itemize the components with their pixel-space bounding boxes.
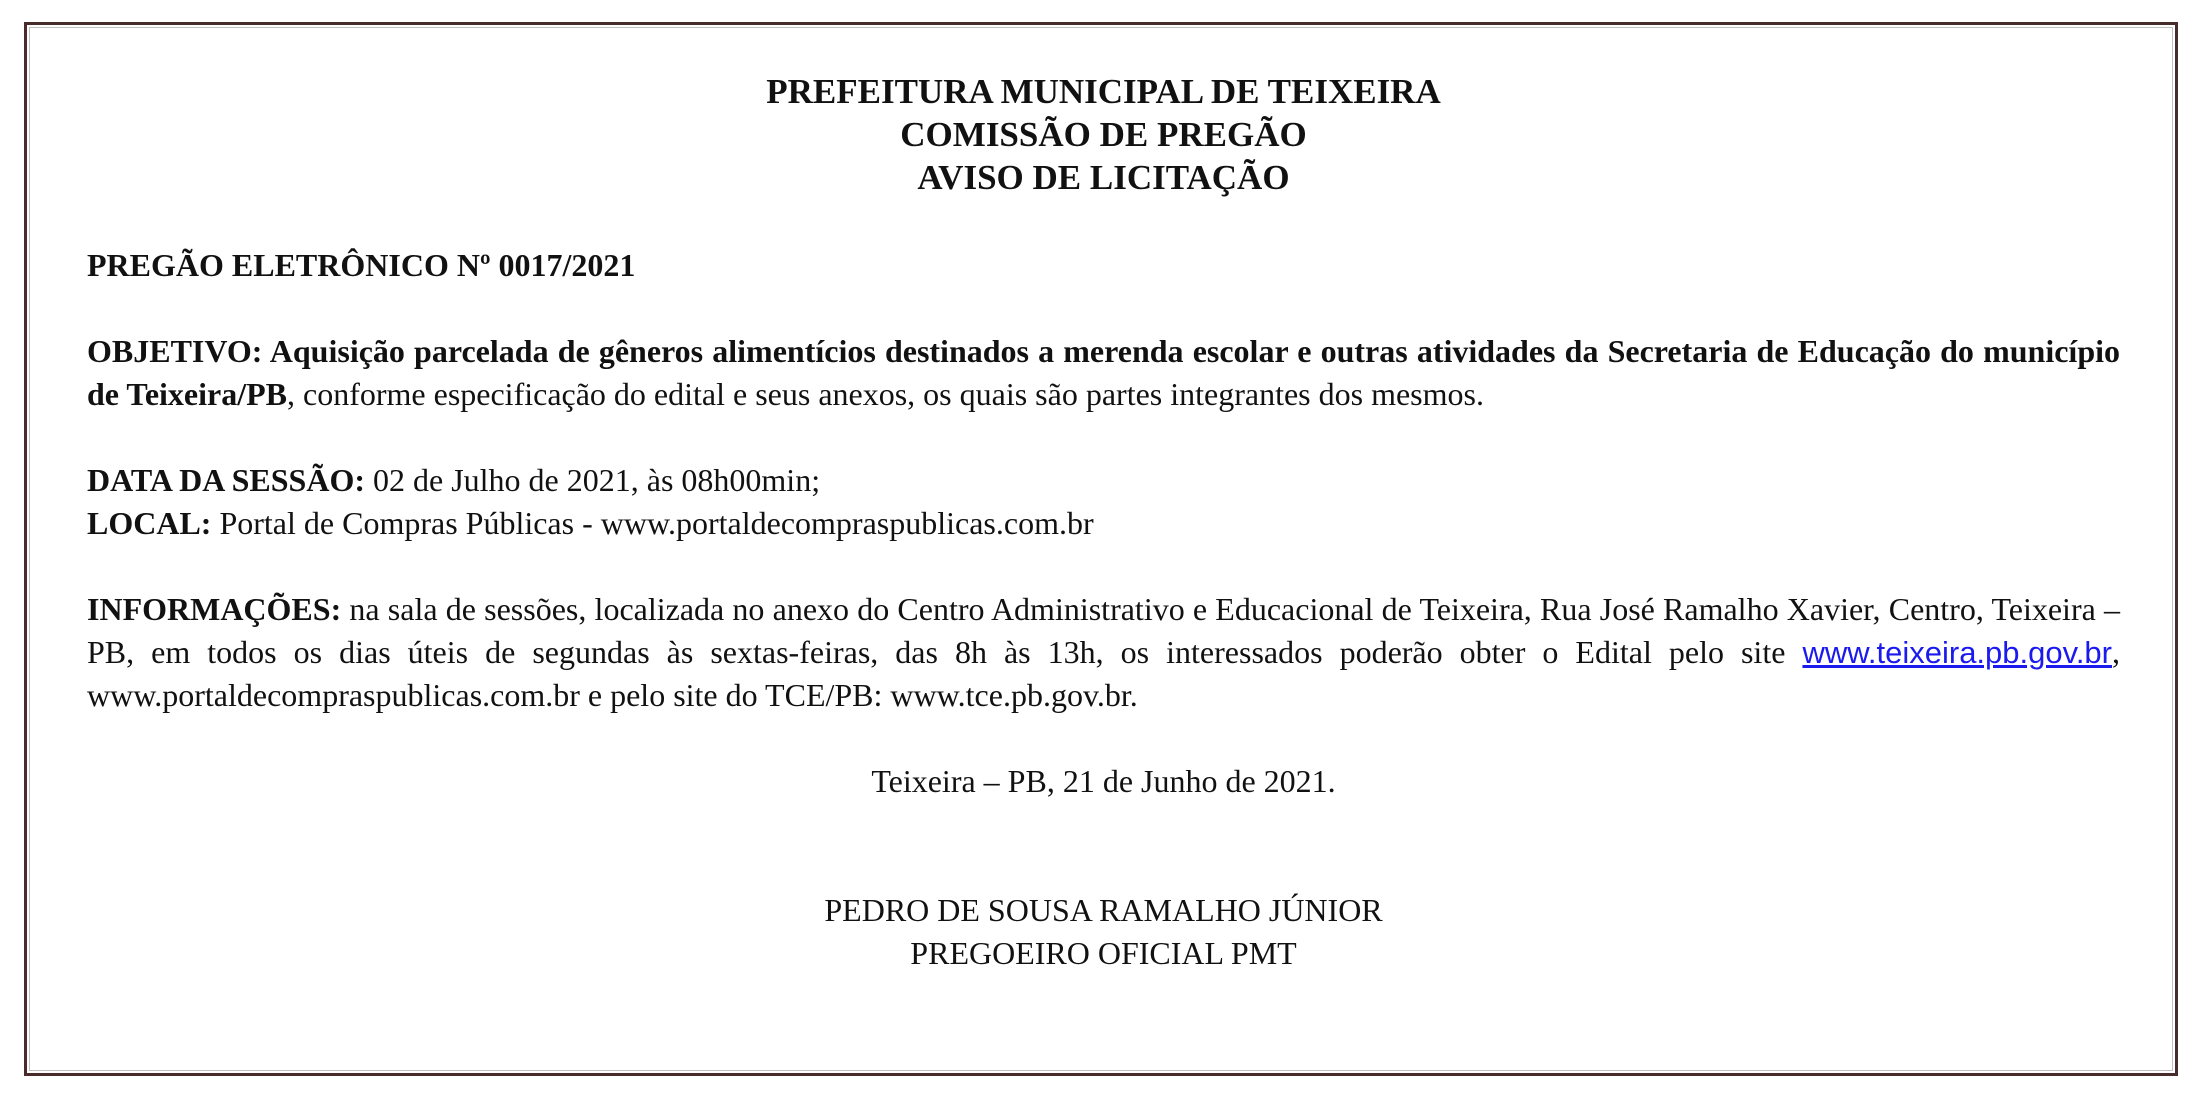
session-local-value: Portal de Compras Públicas - www.portaldecompraspublicas.com.br (211, 505, 1094, 541)
session-date-label: DATA DA SESSÃO: (87, 462, 365, 498)
pregao-title: PREGÃO ELETRÔNICO Nº 0017/2021 (87, 247, 636, 283)
objetivo-plain-text: , conforme especificação do edital e seus anexos, os quais são partes integrantes dos mesmos. (287, 376, 1484, 412)
session-date-value: 02 de Julho de 2021, às 08h00min; (365, 462, 821, 498)
header-notice-type: AVISO DE LICITAÇÃO (917, 158, 1290, 197)
signature-block (87, 889, 2120, 975)
date-place: Teixeira – PB, 21 de Junho de 2021. (871, 763, 1336, 799)
session-block (87, 459, 2120, 545)
header-commission: COMISSÃO DE PREGÃO (900, 115, 1307, 154)
signature-name: PEDRO DE SOUSA RAMALHO JÚNIOR (824, 892, 1383, 928)
informacoes-text-after-link: , www.portaldecompraspublicas.com.br e pelo site do TCE/PB: www.tce.pb.gov.br. (87, 634, 2120, 713)
session-local-line (87, 502, 2120, 545)
informacoes-text-before-link: na sala de sessões, localizada no anexo do Centro Administrativo e Educacional de Teixeira, Rua José Ramalho Xavier, Centro, Teixeira – PB, em todos os dias úteis de segundas às sextas-feiras, das 8h às 13h, os interessados poderão obter o Edital pelo site (87, 591, 2120, 670)
signature-role: PREGOEIRO OFICIAL PMT (910, 935, 1297, 971)
header-municipality: PREFEITURA MUNICIPAL DE TEIXEIRA (766, 72, 1441, 111)
objetivo-label: OBJETIVO: (87, 333, 263, 369)
informacoes-label: INFORMAÇÕES: (87, 591, 342, 627)
session-date-line (87, 459, 2120, 502)
objetivo-bold-text: Aquisição parcelada de gêneros alimentícios destinados a merenda escolar e outras atividades da Secretaria de Educação do município de Teixeira/PB (87, 333, 2120, 412)
objetivo-paragraph (87, 330, 2120, 416)
session-local-label: LOCAL: (87, 505, 212, 541)
notice-content (87, 70, 2120, 975)
informacoes-paragraph (87, 588, 2120, 717)
teixeira-site-link[interactable]: www.teixeira.pb.gov.br (1802, 635, 2112, 670)
notice-header (87, 70, 2120, 199)
